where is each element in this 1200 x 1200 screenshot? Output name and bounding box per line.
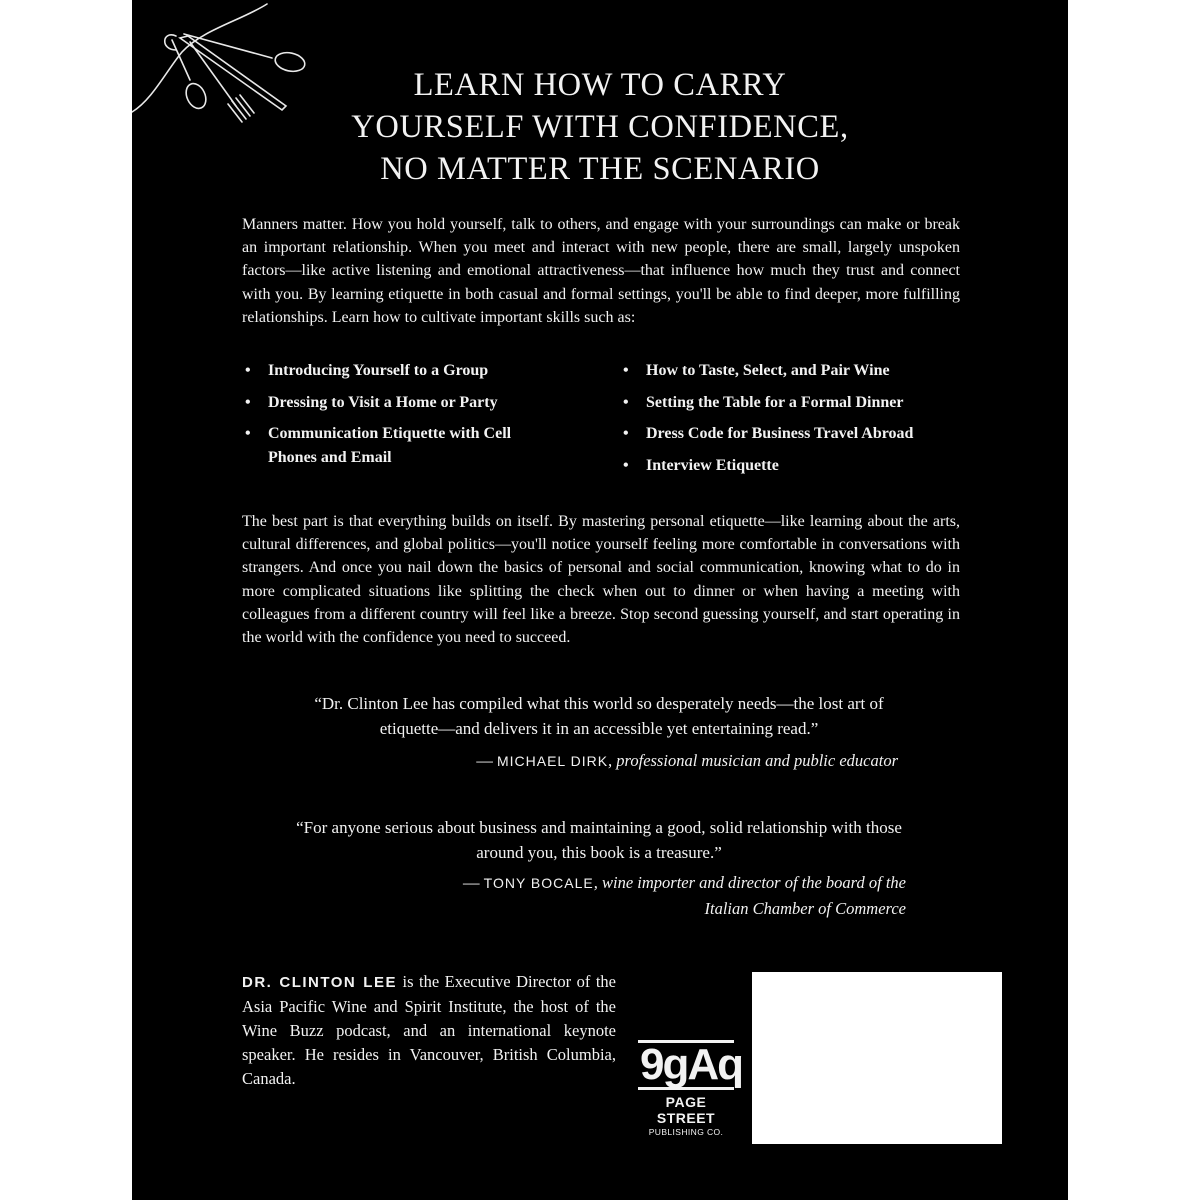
bullet-icon: •	[623, 362, 629, 379]
attribution-name: MICHAEL DIRK	[496, 753, 609, 769]
skill-label: Setting the Table for a Formal Dinner	[646, 393, 904, 411]
bullet-icon: •	[245, 393, 251, 411]
attribution-name: TONY BOCALE	[483, 875, 594, 891]
body-paragraph: The best part is that everything builds on itself. By mastering personal etiquette—like learning about the arts, cultural differences, and global politics—you'll notice yourself feeling more comfortable in conversations with strangers. And once you nail down the basics of personal and social communication, knowing what to do in more complicated situations like splitting the check when out to dinner or when having a meeting with colleagues from a different country will feel like a breeze. Stop second guessing yourself, and start operating in the world with the confidence you need to succeed.	[242, 513, 960, 647]
attribution-dash: —	[463, 873, 484, 892]
publisher-logo-mark: 9gAq	[640, 1040, 742, 1089]
headline-line: LEARN HOW TO CARRY	[413, 67, 787, 103]
intro-paragraph: Manners matter. How you hold yourself, talk to others, and engage with your surroundings can make or break an important relationship. When you meet and interact with new people, there are small, largely unspoken factors—like active listening and emotional attractiveness—that influence how much they trust and connect with you. By learning etiquette in both casual and formal settings, you'll be able to find deeper, more fulfilling relationships. Learn how to cultivate important skills such as:	[242, 216, 960, 326]
attribution-role: , wine importer and director of the board of the	[593, 873, 906, 892]
list-item	[620, 454, 940, 478]
bullet-icon: •	[245, 362, 251, 379]
skill-label: Interview Etiquette	[646, 456, 779, 474]
blurb-attribution	[298, 748, 898, 774]
publisher-logo	[638, 1040, 742, 1138]
attribution-dash: —	[476, 751, 497, 770]
list-item	[620, 422, 940, 446]
blurb-quote: “Dr. Clinton Lee has compiled what this world so desperately needs—the lost art of etiquette—and delivers it in an accessible yet entertaining read.”	[314, 694, 884, 738]
blurb-attribution	[306, 870, 906, 921]
list-item	[620, 359, 940, 383]
attribution-role-continued: Italian Chamber of Commerce	[704, 899, 906, 918]
bullet-icon: •	[245, 425, 251, 442]
list-item	[242, 422, 542, 469]
author-name: DR. CLINTON LEE	[242, 974, 397, 991]
publisher-name: PAGE STREET	[656, 1094, 716, 1126]
blurb-quote: “For anyone serious about business and maintaining a good, solid relationship with those around you, this book is a treasure.”	[296, 818, 902, 862]
skills-list-left	[242, 359, 542, 477]
headline	[282, 64, 918, 190]
headline-line: YOURSELF WITH CONFIDENCE,	[351, 109, 849, 145]
barcode-placeholder	[752, 972, 1002, 1144]
author-bio	[242, 970, 616, 1091]
skill-label: Dressing to Visit a Home or Party	[268, 393, 498, 411]
headline-line: NO MATTER THE SCENARIO	[380, 151, 820, 187]
skill-label: Introducing Yourself to a Group	[268, 362, 489, 379]
bullet-icon: •	[623, 456, 629, 474]
author-bio-text: is the Executive Director of the Asia Pacific Wine and Spirit Institute, the host of the Wine Buzz podcast, and an international keynote speaker. He resides in Vancouver, British Columbia, Canada.	[242, 972, 616, 1088]
attribution-role: , professional musician and public educator	[608, 751, 898, 770]
list-item	[242, 391, 542, 415]
list-item	[620, 391, 940, 415]
skill-label: Dress Code for Business Travel Abroad	[646, 425, 914, 442]
skill-label: Communication Etiquette with Cell Phones and Email	[268, 425, 512, 466]
skill-label: How to Taste, Select, and Pair Wine	[646, 362, 890, 379]
list-item	[242, 359, 542, 383]
bullet-icon: •	[623, 393, 629, 411]
publisher-subname: PUBLISHING CO.	[648, 1127, 724, 1137]
back-cover	[132, 0, 1068, 1200]
skills-list-right	[620, 359, 940, 485]
bullet-icon: •	[623, 425, 629, 442]
